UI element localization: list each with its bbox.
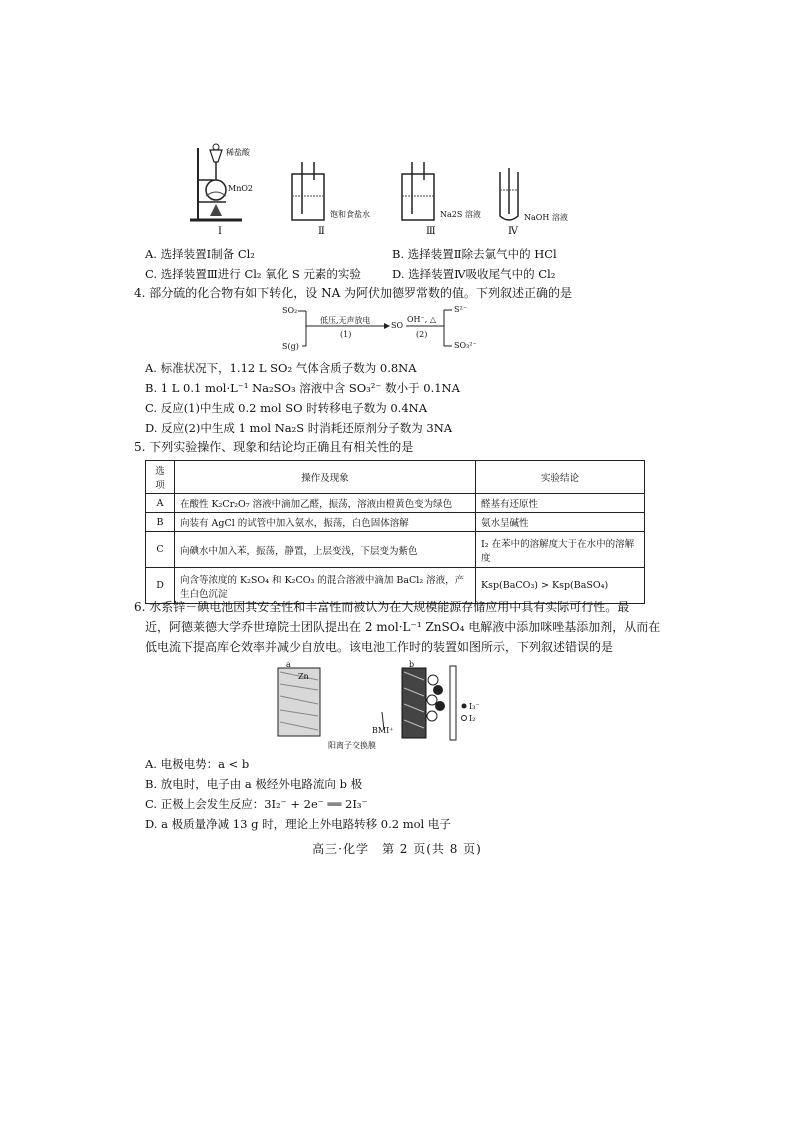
row-operation: 在酸性 K₂Cr₂O₇ 溶液中滴加乙醛，振荡，溶液由橙黄色变为绿色 <box>175 494 476 513</box>
zinc-label: Zn <box>298 672 309 681</box>
scheme-reactant-so2: SO₂ <box>282 306 298 315</box>
row-option: B <box>146 513 175 532</box>
row-option: D <box>146 568 175 604</box>
q3-apparatus-figure <box>186 140 586 240</box>
apparatus-4-drawing <box>496 168 522 224</box>
page-footer: 高三·化学 第 2 页(共 8 页) <box>312 842 482 856</box>
apparatus-3-label: Na2S 溶液 <box>440 210 481 219</box>
row-conclusion: 醛基有还原性 <box>476 494 645 513</box>
q3-option-b: B. 选择装置Ⅱ除去氯气中的 HCl <box>392 247 557 261</box>
bmi-label: BMI⁺ <box>372 726 394 735</box>
q6-battery-figure <box>268 660 508 750</box>
q4-reaction-scheme <box>280 304 490 356</box>
apparatus-3-drawing <box>398 162 438 224</box>
electrode-b-label: b <box>409 660 415 669</box>
q6-stem-line-2: 近，阿德莱德大学乔世璋院士团队提出在 2 mol·L⁻¹ ZnSO₄ 电解液中添加咪唑基添加剂，从而在 <box>145 620 661 634</box>
q4-option-a: A. 标准状况下，1.12 L SO₂ 气体含质子数为 0.8NA <box>145 361 417 375</box>
row-conclusion: 氨水呈碱性 <box>476 513 645 532</box>
q3-option-a: A. 选择装置Ⅰ制备 Cl₂ <box>145 247 255 261</box>
apparatus-4-roman: Ⅳ <box>508 226 518 237</box>
table-row <box>146 494 645 513</box>
apparatus-2-label: 饱和食盐水 <box>330 210 370 219</box>
q5-experiment-table <box>145 460 645 604</box>
scheme-step-2: (2) <box>416 330 428 339</box>
q6-option-c: C. 正极上会发生反应：3I₂⁻ + 2e⁻ ══ 2I₃⁻ <box>145 797 368 811</box>
scheme-reactant-s: S(g) <box>282 342 299 351</box>
membrane-label: 阳离子交换膜 <box>328 741 376 750</box>
scheme-product-sulfite: SO₃²⁻ <box>454 341 477 350</box>
header-conclusion: 实验结论 <box>476 461 645 494</box>
q5-stem: 5. 下列实验操作、现象和结论均正确且有相关性的是 <box>134 440 414 454</box>
q3-option-d: D. 选择装置Ⅳ吸收尾气中的 Cl₂ <box>392 267 556 281</box>
apparatus-1-reagent-label: MnO2 <box>228 184 253 193</box>
row-operation: 向碘水中加入苯，振荡，静置，上层变浅，下层变为紫色 <box>175 532 476 568</box>
q6-option-a: A. 电极电势：a < b <box>145 757 250 771</box>
apparatus-1-roman: Ⅰ <box>218 226 222 237</box>
row-conclusion: I₂ 在苯中的溶解度大于在水中的溶解度 <box>476 532 645 568</box>
q6-stem-line-3: 低电流下提高库仑效率并减少自放电。该电池工作时的装置如图所示，下列叙述错误的是 <box>145 640 614 654</box>
table-header-row <box>146 461 645 494</box>
header-option: 选项 <box>146 461 175 494</box>
q6-stem-line-1: 6. 水系锌－碘电池因其安全性和丰富性而被认为在大规模能源存储应用中具有实际可行性。最 <box>134 600 630 614</box>
q3-option-c: C. 选择装置Ⅲ进行 Cl₂ 氧化 S 元素的实验 <box>145 267 361 281</box>
apparatus-3-roman: Ⅲ <box>426 226 436 237</box>
q4-option-b: B. 1 L 0.1 mol·L⁻¹ Na₂SO₃ 溶液中含 SO₃²⁻ 数小于 0.1NA <box>145 381 460 395</box>
legend-i2-label: I₂ <box>469 714 476 723</box>
scheme-condition-2: OH⁻, △ <box>407 315 436 324</box>
electrode-a-label: a <box>286 660 291 669</box>
apparatus-4-label: NaOH 溶液 <box>524 213 568 222</box>
q4-option-c: C. 反应(1)中生成 0.2 mol SO 时转移电子数为 0.4NA <box>145 401 428 415</box>
header-operation: 操作及现象 <box>175 461 476 494</box>
row-operation: 向含等浓度的 K₂SO₄ 和 K₂CO₃ 的混合溶液中滴加 BaCl₂ 溶液，产生白色沉淀 <box>175 568 476 604</box>
q4-option-d: D. 反应(2)中生成 1 mol Na₂S 时消耗还原剂分子数为 3NA <box>145 421 453 435</box>
row-option: C <box>146 532 175 568</box>
legend-i3-label: I₃⁻ <box>469 702 480 711</box>
scheme-intermediate: SO <box>391 321 404 330</box>
q6-option-d: D. a 极质量净减 13 g 时，理论上外电路转移 0.2 mol 电子 <box>145 817 451 831</box>
scheme-product-sulfide: S²⁻ <box>454 305 467 314</box>
row-option: A <box>146 494 175 513</box>
table-row <box>146 513 645 532</box>
apparatus-2-roman: Ⅱ <box>318 226 325 237</box>
scheme-condition-1: 低压,无声放电 <box>320 316 371 325</box>
scheme-step-1: (1) <box>340 330 352 339</box>
apparatus-1-acid-label: 稀盐酸 <box>226 148 250 157</box>
row-operation: 向装有 AgCl 的试管中加入氨水，振荡，白色固体溶解 <box>175 513 476 532</box>
table-row <box>146 532 645 568</box>
q6-option-b: B. 放电时，电子由 a 极经外电路流向 b 极 <box>145 777 363 791</box>
row-conclusion: Ksp(BaCO₃) > Ksp(BaSO₄) <box>476 568 645 604</box>
q4-stem: 4. 部分硫的化合物有如下转化，设 NA 为阿伏加德罗常数的值。下列叙述正确的是 <box>134 286 573 300</box>
apparatus-2-drawing <box>288 162 328 224</box>
